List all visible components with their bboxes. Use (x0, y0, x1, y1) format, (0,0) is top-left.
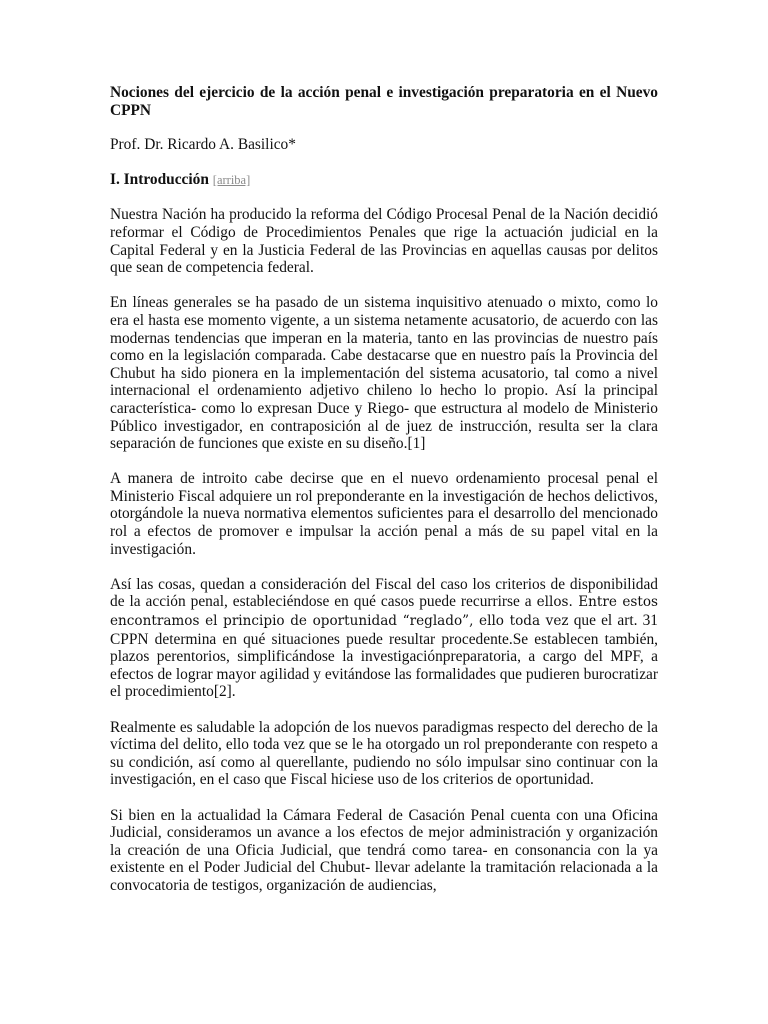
back-to-top-link[interactable]: [arriba] (212, 172, 251, 187)
paragraph-4-part-1: Así las cosas, quedan a consideración del Fiscal del caso los criterios de disponibilidad de la acción penal, estableciéndose en qué casos puede recurrirse a (110, 575, 658, 611)
paragraph-4-part-2: ellos. Entre estos encontramos el principio de oportunidad “reglado”, ello toda vez (110, 594, 658, 630)
section-heading (110, 171, 658, 190)
document-title: Nociones del ejercicio de la acción penal e investigación preparatoria en el Nuevo CPPN (110, 84, 658, 119)
section-heading-text: I. Introducción (110, 170, 209, 188)
paragraph-5: Realmente es saludable la adopción de los nuevos paradigmas respecto del derecho de la víctima del delito, ello toda vez que se le ha otorgado un rol preponderante con respeto a su condición, así como al querellante, pudiendo no sólo impulsar sino continuar con la investigación, en el caso que Fiscal hiciese uso de los criterios de oportunidad. (110, 718, 658, 789)
paragraph-4 (110, 576, 658, 701)
paragraph-4-part-3: que el art. 31 CPPN determina en qué situaciones puede resultar procedente.Se establecen también, plazos perentorios, simplificándose la investigaciónpreparatoria, a cargo del MPF, a efectos de lograr mayor agilidad y evitándose las formalidades que pudieren burocratizar el procedimiento[2]. (110, 612, 658, 701)
paragraph-3: A manera de introito cabe decirse que en el nuevo ordenamiento procesal penal el Ministerio Fiscal adquiere un rol preponderante en la investigación de hechos delictivos, otorgándole la nueva normativa elementos suficientes para el desarrollo del mencionado rol a efectos de promover e impulsar la acción penal a más de su papel vital en la investigación. (110, 470, 658, 558)
document-page (110, 84, 658, 912)
paragraph-6: Si bien en la actualidad la Cámara Federal de Casación Penal cuenta con una Oficina Judicial, consideramos un avance a los efectos de mejor administración y organización la creación de una Oficia Judicial, que tendrá como tarea- en consonancia con la ya existente en el Poder Judicial del Chubut- llevar adelante la tramitación relacionada a la convocatoria de testigos, organización de audiencias, (110, 806, 658, 894)
author-line: Prof. Dr. Ricardo A. Basilico* (110, 136, 296, 154)
paragraph-1: Nuestra Nación ha producido la reforma del Código Procesal Penal de la Nación decidió reformar el Código de Procedimientos Penales que rige la actuación judicial en la Capital Federal y en la Justicia Federal de las Provincias en aquellas causas por delitos que sean de competencia federal. (110, 206, 658, 277)
paragraph-2: En líneas generales se ha pasado de un sistema inquisitivo atenuado o mixto, como lo era el hasta ese momento vigente, a un sistema netamente acusatorio, de acuerdo con las modernas tendencias que imperan en la materia, tanto en las provincias de nuestro país como en la legislación comparada. Cabe destacarse que en nuestro país la Provincia del Chubut ha sido pionera en la implementación del sistema acusatorio, tal como a nivel internacional el ordenamiento adjetivo chileno lo hecho lo propio. Así la principal característica- como lo expresan Duce y Riego- que estructura al modelo de Ministerio Público investigador, en contraposición al de juez de instrucción, resulta ser la clara separación de funciones que existe en su diseño.[1] (110, 294, 658, 453)
